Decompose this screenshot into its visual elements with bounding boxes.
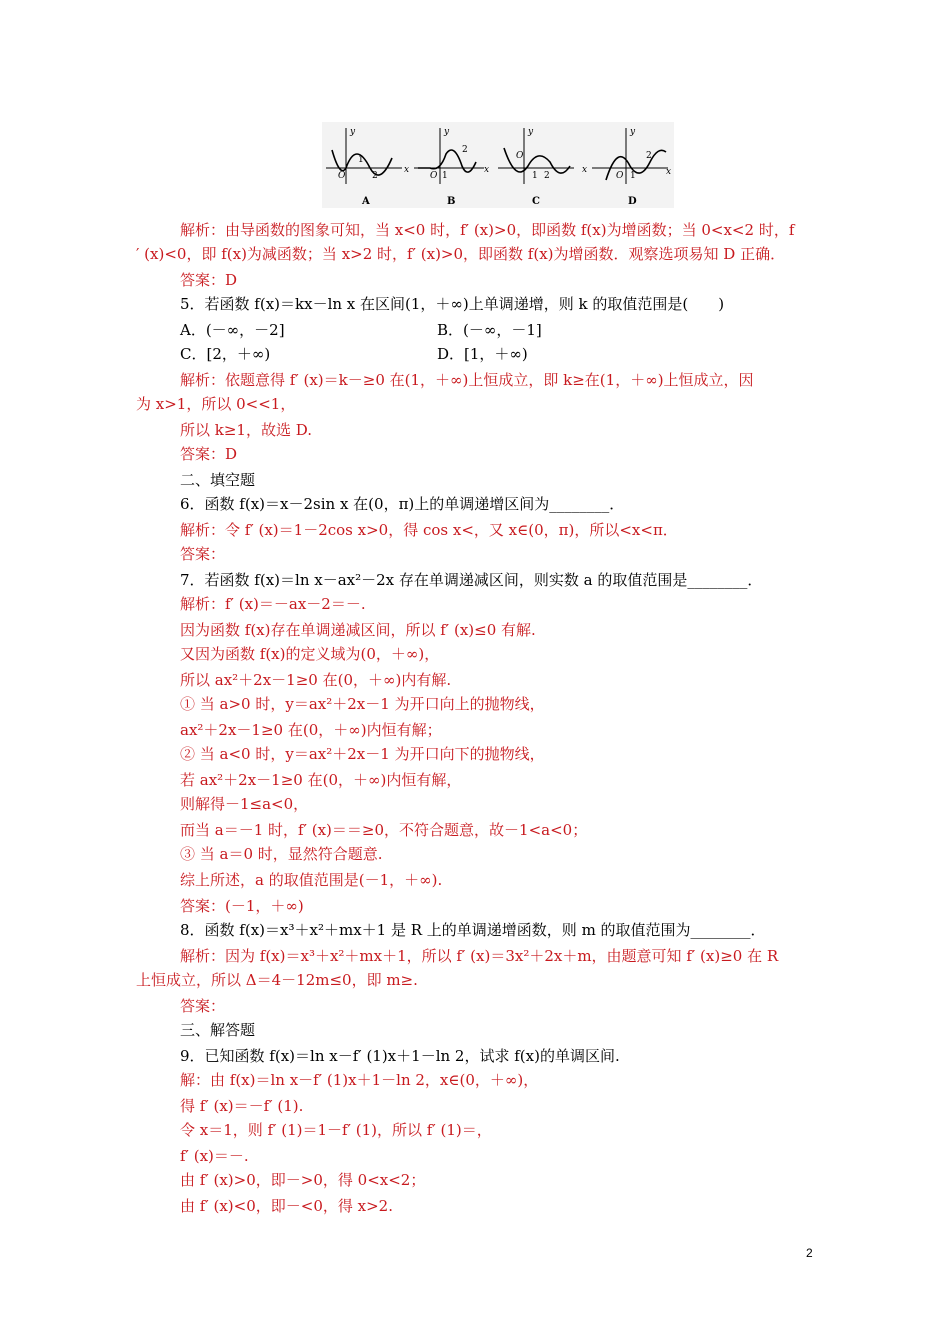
graph-c-tick-2: 2: [544, 171, 550, 181]
answer-q8: 答案：: [180, 997, 226, 1015]
analysis-q4-line2: ′ (x)<0，即 f(x)为减函数；当 x>2 时，f′ (x)>0，即函数 f(x)为增函数．观察选项易知 D 正确．: [136, 245, 786, 263]
analysis-q6: 解析：令 f′ (x)＝1－2cos x>0，得 cos x<，又 x∈(0，π)，所以<x<π．: [180, 521, 678, 539]
derivative-graphs-figure: [322, 122, 674, 208]
q5-option-b: B．(－∞，－1]: [437, 321, 542, 339]
graph-c-origin: O: [516, 151, 524, 161]
analysis-q8-line2: 上恒成立，所以 Δ＝4－12m≤0，即 m≥.: [136, 971, 418, 989]
analysis-q7-line4: 所以 ax²＋2x－1≥0 在(0，＋∞)内有解.: [180, 671, 452, 689]
question-7: 7．若函数 f(x)＝ln x－ax²－2x 存在单调递减区间，则实数 a 的取值范围是________．: [180, 571, 763, 589]
graph-d-tick-2: 2: [646, 151, 652, 161]
analysis-q7-line5: ① 当 a>0 时，y＝ax²＋2x－1 为开口向上的抛物线，: [180, 695, 545, 713]
graph-d-tick-1: 1: [630, 171, 636, 181]
graph-a-option-label: A: [362, 196, 370, 207]
graph-b-x-label: x: [484, 165, 490, 175]
graph-a-tick-1: 1: [358, 155, 364, 165]
analysis-q7-line2: 因为函数 f(x)存在单调递减区间，所以 f′ (x)≤0 有解.: [180, 621, 536, 639]
graph-b-y-label: y: [444, 127, 450, 137]
graph-d-origin: O: [616, 171, 624, 181]
solution-q9-line5: 由 f′ (x)>0，即－>0，得 0<x<2；: [180, 1171, 426, 1189]
analysis-q7-line3: 又因为函数 f(x)的定义域为(0，＋∞)，: [180, 645, 440, 663]
section-solutions: 三、解答题: [180, 1021, 256, 1039]
question-9: 9．已知函数 f(x)＝ln x－f′ (1)x＋1－ln 2，试求 f(x)的单调区间.: [180, 1047, 620, 1065]
graph-d-y-label: y: [630, 127, 636, 137]
page-number: 2: [806, 1246, 813, 1260]
graph-c-tick-1: 1: [532, 171, 538, 181]
analysis-q7-line11: ③ 当 a＝0 时，显然符合题意.: [180, 845, 383, 863]
analysis-q7-line8: 若 ax²＋2x－1≥0 在(0，＋∞)内恒有解，: [180, 771, 462, 789]
analysis-q5-line1: 解析：依题意得 f′ (x)＝k－≥0 在(1，＋∞)上恒成立，即 k≥在(1，＋∞)上恒成立，因: [180, 371, 754, 389]
analysis-q7-line7: ② 当 a<0 时，y＝ax²＋2x－1 为开口向下的抛物线，: [180, 745, 545, 763]
answer-q7: 答案：(－1，＋∞): [180, 897, 304, 915]
analysis-q7-line9: 则解得－1≤a<0，: [180, 795, 309, 813]
analysis-q7-line12: 综上所述，a 的取值范围是(－1，＋∞).: [180, 871, 443, 889]
solution-q9-line1: 解：由 f(x)＝ln x－f′ (1)x＋1－ln 2，x∈(0，＋∞)，: [180, 1071, 539, 1089]
solution-q9-line4: f′ (x)＝－.: [180, 1147, 249, 1165]
graph-b-option-label: B: [447, 196, 456, 207]
solution-q9-line3: 令 x＝1，则 f′ (1)＝1－f′ (1)，所以 f′ (1)＝，: [180, 1121, 492, 1139]
analysis-q7-line1: 解析：f′ (x)＝－ax－2＝－.: [180, 595, 366, 613]
analysis-q5-line3: 所以 k≥1，故选 D.: [180, 421, 312, 439]
solution-q9-line2: 得 f′ (x)＝－f′ (1).: [180, 1097, 304, 1115]
question-6: 6．函数 f(x)＝x－2sin x 在(0，π)上的单调递增区间为________．: [180, 495, 625, 513]
graph-b-tick-2: 2: [462, 145, 468, 155]
graph-c-option-label: C: [532, 196, 540, 207]
analysis-q4-line1: 解析：由导函数的图象可知，当 x<0 时，f′ (x)>0，即函数 f(x)为增函数；当 0<x<2 时，f: [180, 221, 795, 239]
graph-b-origin: O: [430, 171, 438, 181]
solution-q9-line6: 由 f′ (x)<0，即－<0，得 x>2.: [180, 1197, 393, 1215]
section-fill-in: 二、填空题: [180, 471, 256, 489]
graph-b-tick-1: 1: [442, 171, 448, 181]
graph-c-y-label: y: [528, 127, 534, 137]
graph-a-x-label: x: [404, 165, 410, 175]
q5-option-d: D．[1，＋∞): [437, 345, 528, 363]
question-8: 8．函数 f(x)＝x³＋x²＋mx＋1 是 R 上的单调递增函数，则 m 的取值范围为________．: [180, 921, 766, 939]
question-5: 5．若函数 f(x)＝kx－ln x 在区间(1，＋∞)上单调递增，则 k 的取值范围是( ): [180, 295, 725, 313]
answer-q6: 答案：: [180, 545, 226, 563]
graph-a-tick-2: 2: [372, 171, 378, 181]
graph-d-x-label: x: [666, 167, 672, 177]
q5-option-c: C．[2，＋∞): [180, 345, 271, 363]
q5-option-a: A．(－∞，－2]: [180, 321, 285, 339]
analysis-q7-line10: 而当 a＝－1 时，f′ (x)＝＝≥0，不符合题意，故－1<a<0；: [180, 821, 588, 839]
answer-q5: 答案：D: [180, 445, 238, 463]
answer-q4: 答案：D: [180, 271, 238, 289]
analysis-q8-line1: 解析：因为 f(x)＝x³＋x²＋mx＋1，所以 f′ (x)＝3x²＋2x＋m，由题意可知 f′ (x)≥0 在 R: [180, 947, 779, 965]
analysis-q5-line2: 为 x>1，所以 0<<1，: [136, 395, 296, 413]
graph-d-option-label: D: [628, 196, 637, 207]
graph-a-y-label: y: [350, 127, 356, 137]
analysis-q7-line6: ax²＋2x－1≥0 在(0，＋∞)内恒有解；: [180, 721, 442, 739]
graph-c-x-label: x: [582, 165, 588, 175]
graph-a-origin: O: [338, 171, 346, 181]
